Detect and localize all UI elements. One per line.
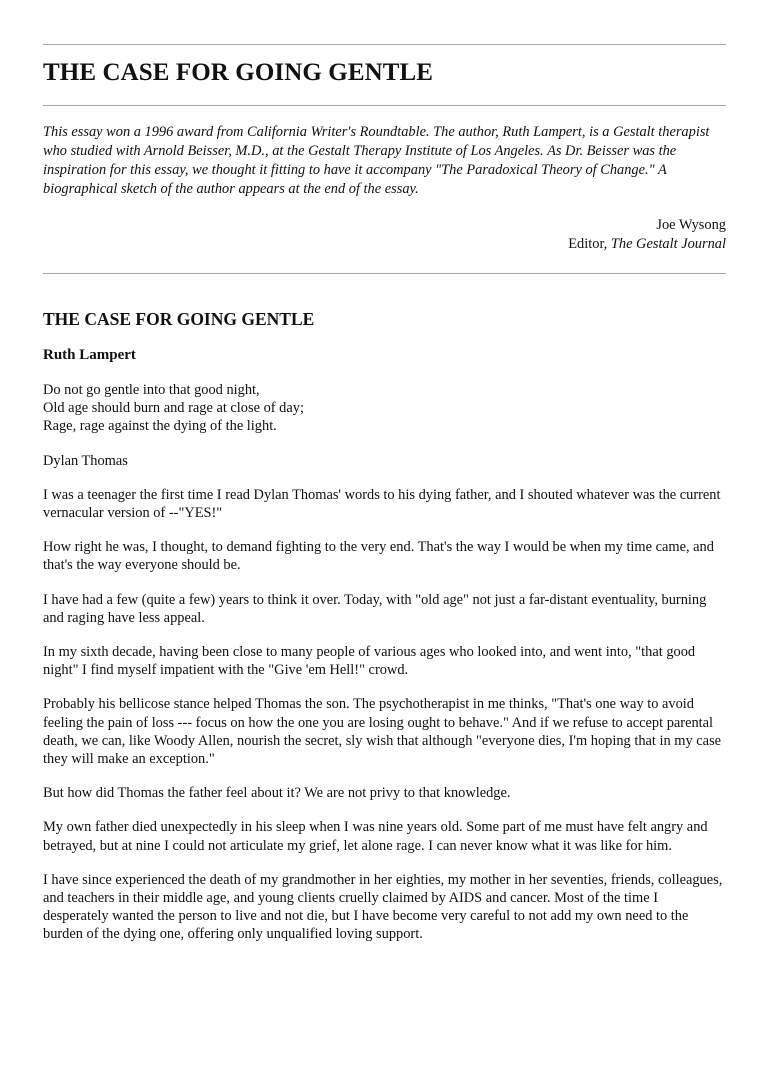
body-paragraph: But how did Thomas the father feel about it? We are not privy to that knowledge. [43, 785, 511, 802]
article-author: Ruth Lampert [43, 347, 136, 363]
poem-attribution: Dylan Thomas [43, 452, 128, 469]
body-paragraph: I have had a few (quite a few) years to think it over. Today, with "old age" not just a far-distant eventuality, burning and raging have less appeal. [43, 591, 707, 626]
article-title: THE CASE FOR GOING GENTLE [43, 309, 315, 329]
body-paragraph: I was a teenager the first time I read Dylan Thomas' words to his dying father, and I shouted whatever was the current vernacular version of --"YES!" [43, 486, 721, 522]
document-page [0, 44, 768, 1068]
signature-role: Editor, [568, 236, 608, 252]
signature-name: Joe Wysong [656, 217, 726, 233]
body-paragraph: Probably his bellicose stance helped Thomas the son. The psychotherapist in me thinks, "That's one way to avoid feeling the pain of loss --- focus on how the one you are losing ought to behave." And if we refuse to accept parental death, we can, like Woody Allen, nourish the secret, sly wish that although "everyone dies, I'm hoping that in my case they will make an exception." [43, 696, 722, 768]
title-divider [43, 105, 726, 106]
signature-line [43, 235, 726, 254]
poem-line: Rage, rage against the dying of the light. [43, 418, 277, 435]
body-paragraph: I have since experienced the death of my grandmother in her eighties, my mother in her seventies, friends, colleagues, and teachers in their middle age, and young clients cruelly claimed by AIDS and cancer. Most of the time I desperately wanted the person to live and not die, but I have become very careful to not add my own need to the burden of the dying one, offering only unqualified loving support. [43, 871, 723, 943]
body-paragraph: In my sixth decade, having been close to many people of various ages who looked into, and went into, "that good night" I find myself impatient with the "Give 'em Hell!" crowd. [43, 644, 696, 679]
editor-intro: This essay won a 1996 award from California Writer's Roundtable. The author, Ruth Lampert, is a Gestalt therapist who studied with Arnold Beisser, M.D., at the Gestalt Therapy Institute of Los Angeles. As Dr. Beisser was the inspiration for this essay, we thought it fitting to have it accompany "The Paradoxical Theory of Change." A biographical sketch of the author appears at the end of the essay. [43, 124, 710, 197]
body-paragraph: My own father died unexpectedly in his sleep when I was nine years old. Some part of me must have felt angry and betrayed, but at nine I could not articulate my grief, let alone rage. I can never know what it was like for him. [43, 819, 708, 854]
body-paragraph: How right he was, I thought, to demand fighting to the very end. That's the way I would be when my time came, and that's the way everyone should be. [43, 539, 714, 574]
editor-signature [43, 216, 726, 254]
poem-line: Old age should burn and rage at close of day; [43, 400, 304, 417]
signature-journal: The Gestalt Journal [610, 236, 726, 252]
poem-stanza [43, 381, 726, 436]
top-divider [43, 44, 726, 45]
page-title: THE CASE FOR GOING GENTLE [43, 59, 434, 86]
intro-divider [43, 273, 726, 274]
poem-line: Do not go gentle into that good night, [43, 382, 260, 398]
